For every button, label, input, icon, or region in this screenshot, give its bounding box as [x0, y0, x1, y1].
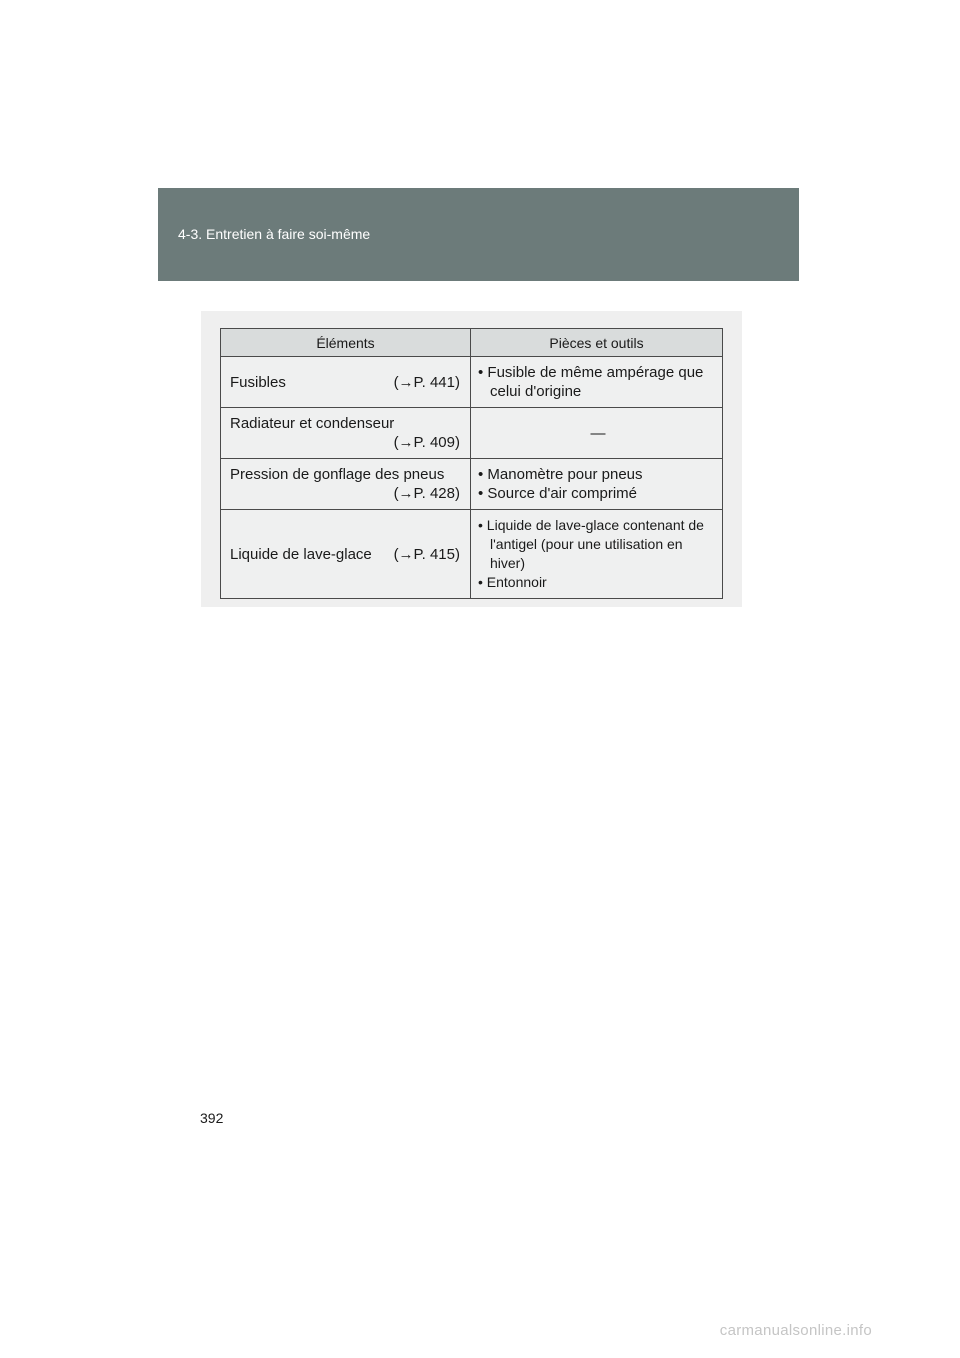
- item-cell: [221, 408, 471, 459]
- item-name: Pression de gonflage des pneus: [230, 466, 445, 483]
- item-cell: [221, 459, 471, 510]
- tool-entry: • Fusible de même ampérage que celui d'origine: [478, 364, 704, 400]
- page-number: 392: [200, 1110, 224, 1126]
- page-reference: (→P. 428): [393, 485, 460, 502]
- no-tools-dash: —: [590, 424, 606, 442]
- page-reference: (→P. 415): [393, 545, 460, 563]
- item-name: Liquide de lave-glace: [230, 545, 372, 563]
- section-header-band: [158, 188, 799, 281]
- tools-cell: [471, 357, 723, 408]
- item-cell: [221, 510, 471, 599]
- table-row: [221, 459, 723, 510]
- tools-cell: [471, 459, 723, 510]
- column-header-elements: Éléments: [221, 329, 471, 357]
- table-row: [221, 357, 723, 408]
- items-table: [220, 328, 723, 599]
- watermark: carmanualsonline.info: [719, 1322, 872, 1339]
- table-row: [221, 408, 723, 459]
- tools-cell: [471, 408, 723, 459]
- tools-cell: [471, 510, 723, 599]
- item-cell: [221, 357, 471, 408]
- column-header-tools: Pièces et outils: [471, 329, 723, 357]
- item-name: Fusibles: [230, 373, 286, 391]
- tool-entry: • Entonnoir: [478, 574, 547, 590]
- tool-entry: • Manomètre pour pneus: [478, 466, 643, 483]
- table-row: [221, 510, 723, 599]
- section-title: 4-3. Entretien à faire soi-même: [178, 226, 371, 242]
- table-header-row: [221, 329, 723, 357]
- page-reference: (→P. 409): [393, 434, 460, 451]
- tool-entry: • Source d'air comprimé: [478, 485, 638, 502]
- item-name: Radiateur et condenseur: [230, 415, 395, 432]
- page-reference: (→P. 441): [393, 373, 460, 391]
- tool-entry: • Liquide de lave-glace contenant de l'antigel (pour une utilisation en hiver): [478, 517, 704, 571]
